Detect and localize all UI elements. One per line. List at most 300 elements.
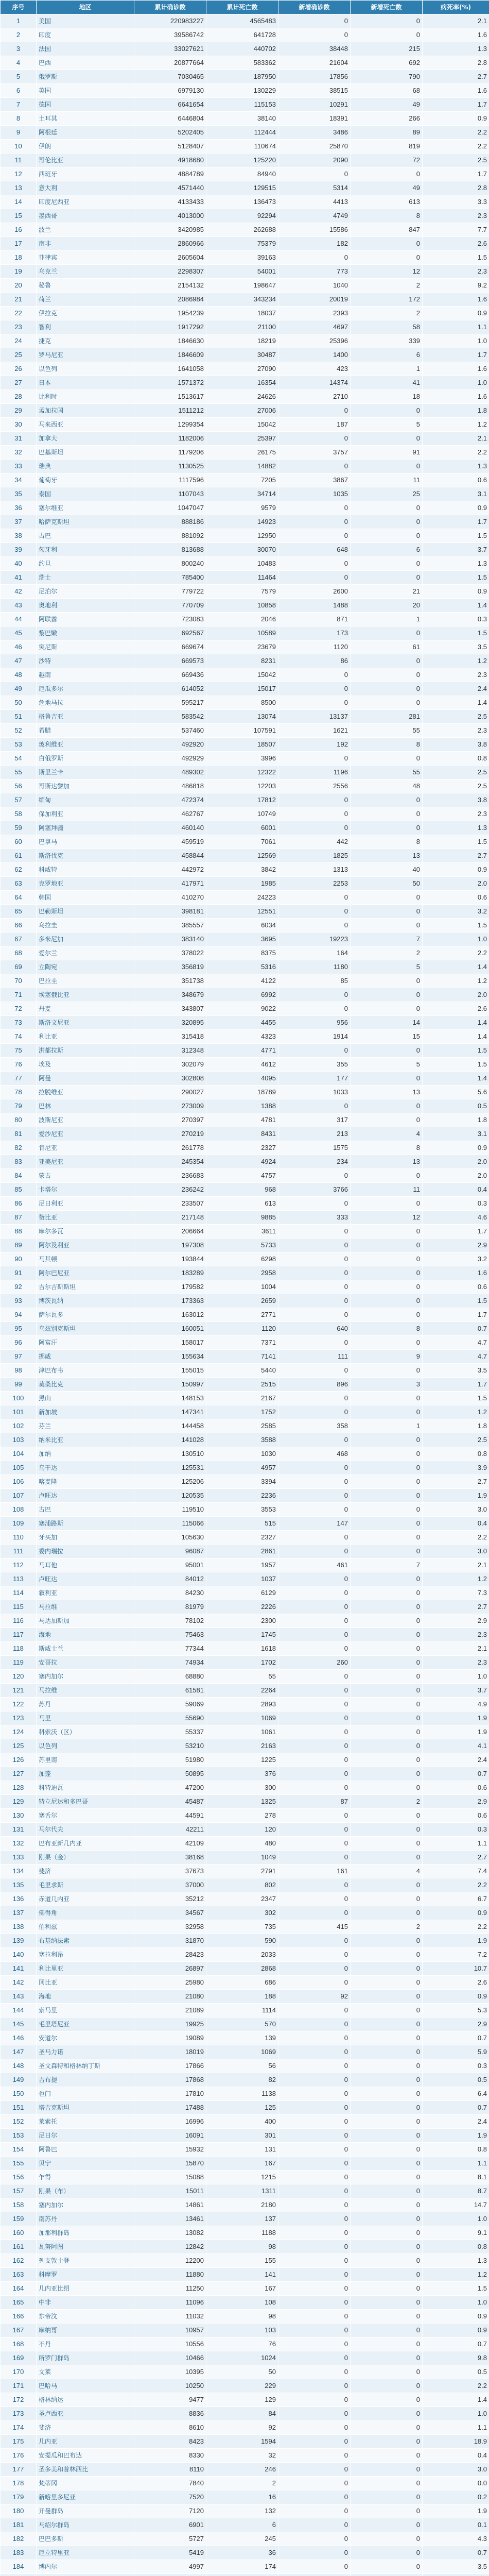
region-name-cell[interactable]: 孟加拉国 (37, 404, 134, 418)
region-name-cell[interactable]: 卡塔尔 (37, 1183, 134, 1197)
new-confirmed-cell: 182 (278, 237, 351, 251)
row-index-cell: 6 (1, 84, 37, 98)
region-name-cell[interactable]: 乌兹别克斯坦 (37, 1322, 134, 1336)
row-index-cell: 92 (1, 1280, 37, 1294)
region-name-cell[interactable]: 匈牙利 (37, 543, 134, 557)
region-name-cell[interactable]: 毛里求斯 (37, 1878, 134, 1892)
region-name-cell[interactable]: 吉布提 (37, 2073, 134, 2087)
region-name-cell[interactable]: 乌干达 (37, 1461, 134, 1475)
total-confirmed-cell: 17810 (134, 2087, 206, 2101)
region-name-cell[interactable]: 布基纳法索 (37, 1934, 134, 1948)
row-index-cell: 126 (1, 1753, 37, 1767)
table-row (1, 2337, 489, 2351)
header-new-confirmed[interactable]: 新增确诊数 (278, 1, 351, 14)
total-confirmed-cell: 96087 (134, 1545, 206, 1558)
region-name-cell[interactable]: 索马里 (37, 2004, 134, 2018)
fatality-rate-cell: 1.3 (423, 42, 489, 56)
new-deaths-cell: 0 (351, 2365, 423, 2379)
region-name-cell[interactable]: 尼泊尔 (37, 585, 134, 599)
new-confirmed-cell: 2253 (278, 877, 351, 891)
region-name-cell[interactable]: 埃及 (37, 1058, 134, 1072)
region-name-cell[interactable]: 尼日尔 (37, 2129, 134, 2143)
new-confirmed-cell: 1035 (278, 487, 351, 501)
total-deaths-cell: 5440 (206, 1364, 278, 1378)
total-deaths-cell: 12322 (206, 766, 278, 779)
table-row (1, 1517, 489, 1531)
total-confirmed-cell: 17866 (134, 2059, 206, 2073)
region-name-cell[interactable]: 哈萨克斯坦 (37, 515, 134, 529)
row-index-cell: 22 (1, 307, 37, 320)
row-index-cell: 95 (1, 1322, 37, 1336)
region-name-cell[interactable]: 德国 (37, 98, 134, 112)
region-name-cell[interactable]: 马来西亚 (37, 418, 134, 432)
new-deaths-cell: 0 (351, 1113, 423, 1127)
region-name-cell[interactable]: 吉尔吉斯斯坦 (37, 1280, 134, 1294)
region-name-cell[interactable]: 英国 (37, 84, 134, 98)
region-name-cell[interactable]: 拉脱维亚 (37, 1086, 134, 1099)
table-row (1, 1823, 489, 1837)
region-name-cell[interactable]: 瓦努阿图 (37, 2240, 134, 2254)
region-name-cell[interactable]: 巴巴多斯 (37, 2532, 134, 2546)
total-confirmed-cell: 183289 (134, 1266, 206, 1280)
total-deaths-cell: 1618 (206, 1642, 278, 1656)
total-confirmed-cell: 10250 (134, 2379, 206, 2393)
new-deaths-cell: 55 (351, 724, 423, 738)
region-name-cell[interactable]: 黑山 (37, 1392, 134, 1405)
total-deaths-cell: 139 (206, 2031, 278, 2045)
region-name-cell[interactable]: 多米尼加 (37, 933, 134, 946)
region-name-cell[interactable]: 马绍尔群岛 (37, 2518, 134, 2532)
new-confirmed-cell: 111 (278, 1350, 351, 1364)
region-name-cell[interactable]: 利比亚 (37, 1030, 134, 1044)
total-deaths-cell: 6129 (206, 1586, 278, 1600)
region-name-cell[interactable]: 伯利兹 (37, 1920, 134, 1934)
region-name-cell[interactable]: 斐济 (37, 2421, 134, 2435)
region-name-cell[interactable]: 巴拿马 (37, 835, 134, 849)
region-name-cell[interactable]: 阿尔及利亚 (37, 1239, 134, 1252)
region-name-cell[interactable]: 瑞典 (37, 460, 134, 473)
region-name-cell[interactable]: 哥伦比亚 (37, 154, 134, 167)
region-name-cell[interactable]: 乌克兰 (37, 265, 134, 279)
region-name-cell[interactable]: 克罗地亚 (37, 877, 134, 891)
total-confirmed-cell: 8423 (134, 2435, 206, 2449)
region-name-cell[interactable]: 土耳其 (37, 112, 134, 126)
region-name-cell[interactable]: 斐济 (37, 1865, 134, 1878)
region-name-cell[interactable]: 立陶宛 (37, 960, 134, 974)
new-deaths-cell: 0 (351, 1670, 423, 1684)
region-name-cell[interactable]: 毛里塔尼亚 (37, 2018, 134, 2031)
region-name-cell[interactable]: 圣文森特和格林纳丁斯 (37, 2059, 134, 2073)
region-name-cell[interactable]: 佛得角 (37, 1906, 134, 1920)
region-name-cell[interactable]: 玻利维亚 (37, 738, 134, 752)
region-name-cell[interactable]: 约旦 (37, 557, 134, 571)
new-deaths-cell: 0 (351, 1239, 423, 1252)
new-deaths-cell: 0 (351, 14, 423, 28)
region-name-cell[interactable]: 波兰 (37, 223, 134, 237)
region-name-cell[interactable]: 不丹 (37, 2337, 134, 2351)
total-deaths-cell: 129 (206, 2393, 278, 2407)
table-row (1, 390, 489, 404)
region-name-cell[interactable]: 莫桑比克 (37, 1378, 134, 1392)
new-confirmed-cell: 0 (278, 2045, 351, 2059)
new-deaths-cell: 11 (351, 473, 423, 487)
region-name-cell[interactable]: 葡萄牙 (37, 473, 134, 487)
region-name-cell[interactable]: 赞比亚 (37, 1211, 134, 1225)
new-deaths-cell: 0 (351, 1628, 423, 1642)
new-deaths-cell: 6 (351, 543, 423, 557)
region-name-cell[interactable]: 马拉维 (37, 1684, 134, 1698)
header-fatality-rate[interactable]: 病死率(%) (423, 1, 489, 14)
region-name-cell[interactable]: 马其顿 (37, 1252, 134, 1266)
region-name-cell[interactable]: 牙买加 (37, 1531, 134, 1545)
region-name-cell[interactable] (37, 2574, 134, 2576)
region-name-cell[interactable]: 摩纳哥 (37, 2324, 134, 2337)
region-name-cell[interactable]: 智利 (37, 320, 134, 334)
region-name-cell[interactable]: 芬兰 (37, 1419, 134, 1433)
total-deaths-cell: 12950 (206, 529, 278, 543)
region-name-cell[interactable]: 巴林 (37, 1099, 134, 1113)
region-name-cell[interactable]: 韩国 (37, 891, 134, 905)
region-name-cell[interactable]: 塞浦路斯 (37, 1517, 134, 1531)
region-name-cell[interactable]: 津巴布韦 (37, 1364, 134, 1378)
region-name-cell[interactable]: 突尼斯 (37, 640, 134, 654)
fatality-rate-cell: 2.6 (423, 237, 489, 251)
region-name-cell[interactable]: 苏里南 (37, 1753, 134, 1767)
fatality-rate-cell: 1.8 (423, 1113, 489, 1127)
region-name-cell[interactable]: 伊拉克 (37, 307, 134, 320)
total-confirmed-cell: 61581 (134, 1684, 206, 1698)
table-row (1, 1628, 489, 1642)
total-deaths-cell: 1325 (206, 1795, 278, 1809)
region-name-cell[interactable]: 墨西哥 (37, 209, 134, 223)
table-row (1, 181, 489, 195)
table-row (1, 2031, 489, 2045)
region-name-cell[interactable]: 白俄罗斯 (37, 752, 134, 766)
region-name-cell[interactable]: 俄罗斯 (37, 70, 134, 84)
header-region[interactable]: 地区 (37, 1, 134, 14)
region-name-cell[interactable]: 科特迪瓦 (37, 1781, 134, 1795)
row-index-cell: 66 (1, 919, 37, 933)
fatality-rate-cell: 1.6 (423, 293, 489, 307)
region-name-cell[interactable]: 蒙古 (37, 1169, 134, 1183)
region-name-cell[interactable]: 摩尔多瓦 (37, 1225, 134, 1239)
region-name-cell[interactable]: 塞尔维亚 (37, 501, 134, 515)
region-name-cell[interactable]: 塞内加尔 (37, 2198, 134, 2212)
region-name-cell[interactable]: 厄瓜多尔 (37, 682, 134, 696)
region-name-cell[interactable]: 意大利 (37, 181, 134, 195)
region-name-cell[interactable]: 埃塞俄比亚 (37, 988, 134, 1002)
region-name-cell[interactable]: 博内尔 (37, 2560, 134, 2574)
region-name-cell[interactable]: 格林纳达 (37, 2393, 134, 2407)
header-total-confirmed[interactable]: 累计确诊数 (134, 1, 206, 14)
total-deaths-cell: 480 (206, 1837, 278, 1851)
region-name-cell[interactable]: 莱索托 (37, 2115, 134, 2129)
total-deaths-cell: 1030 (206, 1447, 278, 1461)
region-name-cell[interactable]: 罗马尼亚 (37, 348, 134, 362)
table-row (1, 2407, 489, 2421)
region-name-cell[interactable]: 刚果（金） (37, 1851, 134, 1865)
region-name-cell[interactable]: 肯尼亚 (37, 1141, 134, 1155)
header-total-deaths[interactable]: 累计死亡数 (206, 1, 278, 14)
region-name-cell[interactable]: 斯洛文尼亚 (37, 1016, 134, 1030)
region-name-cell[interactable]: 格鲁吉亚 (37, 710, 134, 724)
region-name-cell[interactable]: 阿鲁巴 (37, 2143, 134, 2157)
region-name-cell[interactable]: 梵蒂冈 (37, 2477, 134, 2490)
region-name-cell[interactable]: 喀麦隆 (37, 1475, 134, 1489)
region-name-cell[interactable]: 菲律宾 (37, 251, 134, 265)
region-name-cell[interactable]: 安道尔 (37, 2031, 134, 2045)
new-confirmed-cell: 0 (278, 2393, 351, 2407)
table-row (1, 473, 489, 487)
fatality-rate-cell: 3.7 (423, 1684, 489, 1698)
new-deaths-cell: 0 (351, 2059, 423, 2073)
region-name-cell[interactable]: 纳米比亚 (37, 1433, 134, 1447)
region-name-cell[interactable]: 亚美尼亚 (37, 1155, 134, 1169)
region-name-cell[interactable]: 危地马拉 (37, 696, 134, 710)
region-name-cell[interactable]: 厄立特里亚 (37, 2546, 134, 2560)
table-row (1, 1642, 489, 1656)
region-name-cell[interactable]: 卢旺达 (37, 1489, 134, 1503)
region-name-cell[interactable]: 爱尔兰 (37, 946, 134, 960)
region-name-cell[interactable]: 加拿大 (37, 432, 134, 446)
region-name-cell[interactable]: 斯洛伐克 (37, 849, 134, 863)
row-index-cell: 39 (1, 543, 37, 557)
region-name-cell[interactable]: 巴布亚新几内亚 (37, 1837, 134, 1851)
region-name-cell[interactable]: 秘鲁 (37, 279, 134, 293)
region-name-cell[interactable]: 东帝汶 (37, 2310, 134, 2324)
row-index-cell: 115 (1, 1600, 37, 1614)
region-name-cell[interactable]: 萨尔瓦多 (37, 1308, 134, 1322)
region-name-cell[interactable]: 泰国 (37, 487, 134, 501)
region-name-cell[interactable]: 捷克 (37, 334, 134, 348)
region-name-cell[interactable]: 瑞士 (37, 571, 134, 585)
region-name-cell[interactable]: 文莱 (37, 2365, 134, 2379)
region-name-cell[interactable]: 保加利亚 (37, 807, 134, 821)
region-name-cell[interactable]: 特立尼达和多巴哥 (37, 1795, 134, 1809)
row-index-cell: 154 (1, 2143, 37, 2157)
region-name-cell[interactable]: 新喀里多尼亚 (37, 2490, 134, 2504)
new-confirmed-cell: 0 (278, 2031, 351, 2045)
fatality-rate-cell: 1.5 (423, 919, 489, 933)
region-name-cell[interactable]: 比利时 (37, 390, 134, 404)
region-name-cell[interactable]: 法国 (37, 42, 134, 56)
region-name-cell[interactable]: 古巴 (37, 529, 134, 543)
fatality-rate-cell: 1.2 (423, 654, 489, 668)
region-name-cell[interactable]: 卢旺达 (37, 1572, 134, 1586)
region-name-cell[interactable]: 希腊 (37, 724, 134, 738)
region-name-cell[interactable]: 科威特 (37, 863, 134, 877)
region-name-cell[interactable]: 圣卢西亚 (37, 2407, 134, 2421)
table-row (1, 1113, 489, 1127)
row-index-cell: 110 (1, 1531, 37, 1545)
region-name-cell[interactable]: 贝宁 (37, 2157, 134, 2171)
region-name-cell[interactable]: 哥斯达黎加 (37, 779, 134, 793)
region-name-cell[interactable]: 美国 (37, 14, 134, 28)
new-confirmed-cell: 0 (278, 1169, 351, 1183)
region-name-cell[interactable]: 海地 (37, 1990, 134, 2004)
region-name-cell[interactable]: 以色列 (37, 1739, 134, 1753)
fatality-rate-cell: 2.1 (423, 432, 489, 446)
total-deaths-cell: 13074 (206, 710, 278, 724)
total-confirmed-cell: 6901 (134, 2518, 206, 2532)
region-name-cell[interactable]: 阿富汗 (37, 1336, 134, 1350)
region-name-cell[interactable]: 委内瑞拉 (37, 1545, 134, 1558)
region-name-cell[interactable]: 也门 (37, 2087, 134, 2101)
total-confirmed-cell: 10556 (134, 2337, 206, 2351)
region-name-cell[interactable]: 马里 (37, 1711, 134, 1725)
region-name-cell[interactable]: 开曼群岛 (37, 2504, 134, 2518)
region-name-cell[interactable]: 新加坡 (37, 1405, 134, 1419)
header-new-deaths[interactable]: 新增死亡数 (351, 1, 423, 14)
region-name-cell[interactable]: 冈比亚 (37, 1976, 134, 1990)
new-confirmed-cell: 0 (278, 1739, 351, 1753)
row-index-cell: 167 (1, 2324, 37, 2337)
fatality-rate-cell: 1.0 (423, 1670, 489, 1684)
region-name-cell[interactable]: 奥地利 (37, 599, 134, 613)
region-name-cell[interactable]: 阿曼 (37, 1072, 134, 1086)
header-index[interactable]: 序号 (1, 1, 37, 14)
row-index-cell: 98 (1, 1364, 37, 1378)
region-name-cell[interactable]: 波斯尼亚 (37, 1113, 134, 1127)
region-name-cell[interactable]: 科摩罗 (37, 2268, 134, 2282)
total-deaths-cell: 1215 (206, 2171, 278, 2184)
row-index-cell (1, 2574, 37, 2576)
region-name-cell[interactable]: 阿联酋 (37, 613, 134, 626)
region-name-cell[interactable]: 马拉维 (37, 1600, 134, 1614)
region-name-cell[interactable]: 圣多美和普林西比 (37, 2463, 134, 2477)
region-name-cell[interactable]: 安提瓜和巴布达 (37, 2449, 134, 2463)
region-name-cell[interactable]: 塞舌尔 (37, 1809, 134, 1823)
row-index-cell: 103 (1, 1433, 37, 1447)
total-deaths-cell: 3611 (206, 1225, 278, 1239)
region-name-cell[interactable]: 阿尔巴尼亚 (37, 1266, 134, 1280)
region-name-cell[interactable]: 马尔代夫 (37, 1823, 134, 1837)
new-deaths-cell: 20 (351, 599, 423, 613)
fatality-rate-cell: 1.6 (423, 362, 489, 376)
region-name-cell[interactable]: 马耳他 (37, 1558, 134, 1572)
row-index-cell: 102 (1, 1419, 37, 1433)
total-confirmed-cell: 47200 (134, 1781, 206, 1795)
region-name-cell[interactable]: 几内亚 (37, 2435, 134, 2449)
region-name-cell[interactable]: 中非 (37, 2296, 134, 2310)
region-name-cell[interactable]: 伊朗 (37, 140, 134, 154)
total-deaths-cell: 15042 (206, 668, 278, 682)
region-name-cell[interactable]: 爱沙尼亚 (37, 1127, 134, 1141)
region-name-cell[interactable]: 苏丹 (37, 1698, 134, 1711)
new-confirmed-cell: 4749 (278, 209, 351, 223)
region-name-cell[interactable]: 加蓬 (37, 1767, 134, 1781)
region-name-cell[interactable]: 缅甸 (37, 793, 134, 807)
fatality-rate-cell: 1.4 (423, 1016, 489, 1030)
region-name-cell[interactable]: 印度尼西亚 (37, 195, 134, 209)
region-name-cell[interactable]: 巴基斯坦 (37, 446, 134, 460)
region-name-cell[interactable]: 巴哈马 (37, 2379, 134, 2393)
total-confirmed-cell: 2154132 (134, 279, 206, 293)
region-name-cell[interactable]: 赤道几内亚 (37, 1892, 134, 1906)
region-name-cell[interactable]: 乌拉圭 (37, 919, 134, 933)
fatality-rate-cell (423, 2574, 489, 2576)
region-name-cell[interactable]: 荷兰 (37, 293, 134, 307)
region-name-cell[interactable]: 阿塞拜疆 (37, 821, 134, 835)
region-name-cell[interactable]: 越南 (37, 668, 134, 682)
region-name-cell[interactable]: 南非 (37, 237, 134, 251)
row-index-cell: 18 (1, 251, 37, 265)
region-name-cell[interactable]: 加纳 (37, 1447, 134, 1461)
table-row (1, 1878, 489, 1892)
region-name-cell[interactable]: 以色列 (37, 362, 134, 376)
region-name-cell[interactable]: 南苏丹 (37, 2212, 134, 2226)
new-confirmed-cell: 0 (278, 460, 351, 473)
region-name-cell[interactable]: 尼日利亚 (37, 1197, 134, 1211)
region-name-cell[interactable]: 斯里兰卡 (37, 766, 134, 779)
fatality-rate-cell: 1.7 (423, 348, 489, 362)
region-name-cell[interactable]: 马达加斯加 (37, 1614, 134, 1628)
fatality-rate-cell: 2.9 (423, 2018, 489, 2031)
region-name-cell[interactable]: 丹麦 (37, 1002, 134, 1016)
region-name-cell[interactable]: 巴勒斯坦 (37, 905, 134, 919)
region-name-cell[interactable]: 印度 (37, 28, 134, 42)
region-name-cell[interactable]: 利比里亚 (37, 1962, 134, 1976)
new-confirmed-cell: 0 (278, 821, 351, 835)
region-name-cell[interactable]: 塔吉克斯坦 (37, 2101, 134, 2115)
new-deaths-cell: 0 (351, 571, 423, 585)
total-deaths-cell: 167 (206, 2157, 278, 2171)
fatality-rate-cell: 2.3 (423, 209, 489, 223)
table-row (1, 1781, 489, 1795)
new-confirmed-cell: 0 (278, 571, 351, 585)
region-name-cell[interactable]: 古巴 (37, 1503, 134, 1517)
region-name-cell[interactable]: 列支敦士登 (37, 2254, 134, 2268)
region-name-cell[interactable]: 安哥拉 (37, 1656, 134, 1670)
new-deaths-cell: 0 (351, 1252, 423, 1266)
region-name-cell[interactable]: 塞拉利昂 (37, 1948, 134, 1962)
region-name-cell[interactable]: 巴西 (37, 56, 134, 70)
region-name-cell[interactable]: 巴拉圭 (37, 974, 134, 988)
region-name-cell[interactable]: 日本 (37, 376, 134, 390)
region-name-cell[interactable]: 刚果（布） (37, 2184, 134, 2198)
new-deaths-cell: 0 (351, 2240, 423, 2254)
region-name-cell[interactable]: 乍得 (37, 2171, 134, 2184)
region-name-cell[interactable]: 黎巴嫩 (37, 626, 134, 640)
region-name-cell[interactable]: 阿根廷 (37, 126, 134, 140)
region-name-cell[interactable]: 西班牙 (37, 167, 134, 181)
table-row (1, 821, 489, 835)
table-row (1, 2296, 489, 2310)
region-name-cell[interactable]: 所罗门群岛 (37, 2351, 134, 2365)
table-row (1, 126, 489, 140)
region-name-cell[interactable]: 沙特 (37, 654, 134, 668)
region-name-cell[interactable]: 博茨瓦纳 (37, 1294, 134, 1308)
region-name-cell[interactable]: 海地 (37, 1628, 134, 1642)
new-deaths-cell: 91 (351, 446, 423, 460)
region-name-cell[interactable]: 挪威 (37, 1350, 134, 1364)
new-confirmed-cell: 0 (278, 1503, 351, 1517)
total-deaths-cell: 14882 (206, 460, 278, 473)
region-name-cell[interactable]: 叙利亚 (37, 1586, 134, 1600)
region-name-cell[interactable]: 塞内加尔 (37, 1670, 134, 1684)
region-name-cell[interactable]: 加那利群岛 (37, 2226, 134, 2240)
region-name-cell[interactable]: 圣马力诺 (37, 2045, 134, 2059)
region-name-cell[interactable]: 斯威士兰 (37, 1642, 134, 1656)
region-name-cell[interactable]: 几内亚比绍 (37, 2282, 134, 2296)
total-deaths-cell: 39163 (206, 251, 278, 265)
new-confirmed-cell: 0 (278, 1892, 351, 1906)
table-row (1, 2282, 489, 2296)
region-name-cell[interactable]: 科索沃（区） (37, 1725, 134, 1739)
region-name-cell[interactable]: 洪都拉斯 (37, 1044, 134, 1058)
row-index-cell: 69 (1, 960, 37, 974)
total-confirmed-cell: 173363 (134, 1294, 206, 1308)
